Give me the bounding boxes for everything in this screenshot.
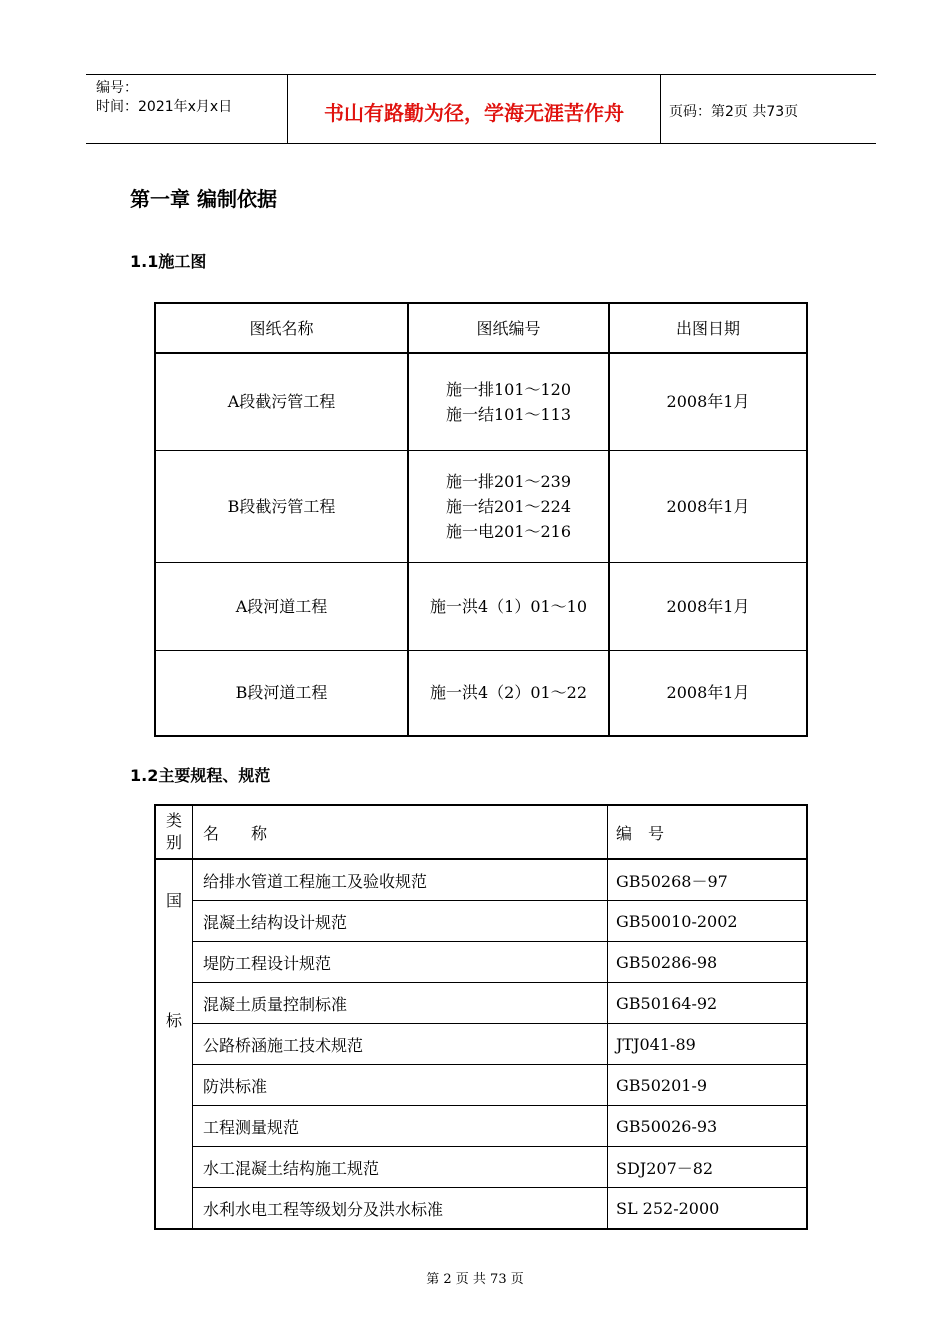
standard-name: 防洪标准 bbox=[193, 1065, 608, 1106]
drawing-code: 施一排201～239 bbox=[445, 471, 572, 491]
standard-code: SDJ207－82 bbox=[608, 1147, 808, 1188]
drawing-code: 施一结101～113 bbox=[445, 404, 572, 424]
table-row bbox=[155, 353, 807, 450]
standard-name: 堤防工程设计规范 bbox=[193, 942, 608, 983]
drawing-code: 施一洪4（2）01～22 bbox=[429, 683, 588, 703]
standard-code: GB50286-98 bbox=[608, 942, 808, 983]
header-cell-code: 编 号 bbox=[608, 805, 808, 859]
category-cell bbox=[155, 859, 193, 1229]
header-page-info: 页码：第2页 共73页 bbox=[669, 104, 799, 120]
table-row bbox=[155, 901, 807, 942]
header-cell-category bbox=[155, 805, 193, 859]
standards-table bbox=[154, 804, 808, 1230]
standard-name: 水工混凝土结构施工规范 bbox=[193, 1147, 608, 1188]
table-row bbox=[155, 1106, 807, 1147]
chapter-title: 第一章 编制依据 bbox=[130, 187, 277, 211]
header-category-char: 类 bbox=[165, 811, 182, 830]
table-row bbox=[155, 562, 807, 650]
drawing-code: 施一电201～216 bbox=[445, 521, 572, 541]
drawing-date: 2008年1月 bbox=[609, 450, 807, 562]
drawing-codes bbox=[408, 650, 609, 736]
header-divider bbox=[660, 75, 661, 143]
section-1-title: 1.1施工图 bbox=[130, 252, 207, 271]
header-cell-drawing-name: 图纸名称 bbox=[155, 303, 408, 353]
drawing-code: 施一结201～224 bbox=[445, 496, 572, 516]
table-row bbox=[155, 983, 807, 1024]
header-meta bbox=[96, 79, 232, 117]
drawing-code: 施一洪4（1）01～10 bbox=[429, 596, 588, 616]
category-label: 国 bbox=[165, 891, 182, 910]
page-header bbox=[86, 74, 876, 144]
standard-name: 混凝土结构设计规范 bbox=[193, 901, 608, 942]
table-header-row bbox=[155, 303, 807, 353]
standard-name: 给排水管道工程施工及验收规范 bbox=[193, 859, 608, 901]
standard-code: JTJ041-89 bbox=[608, 1024, 808, 1065]
table-row bbox=[155, 1065, 807, 1106]
standard-name: 混凝土质量控制标准 bbox=[193, 983, 608, 1024]
standard-code: GB50201-9 bbox=[608, 1065, 808, 1106]
standard-name: 公路桥涵施工技术规范 bbox=[193, 1024, 608, 1065]
standard-code: GB50010-2002 bbox=[608, 901, 808, 942]
header-time-label: 时间：2021年x月x日 bbox=[96, 99, 233, 115]
drawing-name: A段截污管工程 bbox=[155, 353, 408, 450]
table-row bbox=[155, 1188, 807, 1230]
table-row bbox=[155, 1147, 807, 1188]
drawing-codes bbox=[408, 353, 609, 450]
standard-code: GB50268－97 bbox=[608, 859, 808, 901]
table-row bbox=[155, 859, 807, 901]
table-row bbox=[155, 942, 807, 983]
header-cell-drawing-code: 图纸编号 bbox=[408, 303, 609, 353]
standard-code: GB50026-93 bbox=[608, 1106, 808, 1147]
header-motto: 书山有路勤为径，学海无涯苦作舟 bbox=[324, 101, 624, 125]
section-2-title: 1.2主要规程、规范 bbox=[130, 766, 271, 785]
header-cell-name: 名 称 bbox=[193, 805, 608, 859]
standard-code: SL 252-2000 bbox=[608, 1188, 808, 1230]
drawing-date: 2008年1月 bbox=[609, 353, 807, 450]
drawing-code: 施一排101～120 bbox=[445, 379, 572, 399]
table-row bbox=[155, 450, 807, 562]
table-row bbox=[155, 650, 807, 736]
drawing-date: 2008年1月 bbox=[609, 562, 807, 650]
standard-code: GB50164-92 bbox=[608, 983, 808, 1024]
page-footer: 第 2 页 共 73 页 bbox=[426, 1272, 524, 1287]
drawing-name: B段河道工程 bbox=[155, 650, 408, 736]
header-number-label: 编号： bbox=[96, 80, 138, 96]
drawing-name: B段截污管工程 bbox=[155, 450, 408, 562]
category-label: 标 bbox=[165, 1011, 182, 1030]
drawing-name: A段河道工程 bbox=[155, 562, 408, 650]
standard-name: 水利水电工程等级划分及洪水标准 bbox=[193, 1188, 608, 1230]
drawing-codes bbox=[408, 562, 609, 650]
header-cell-issue-date: 出图日期 bbox=[609, 303, 807, 353]
table-header-row bbox=[155, 805, 807, 859]
standard-name: 工程测量规范 bbox=[193, 1106, 608, 1147]
table-row bbox=[155, 1024, 807, 1065]
drawing-codes bbox=[408, 450, 609, 562]
drawings-table bbox=[154, 302, 808, 737]
drawing-date: 2008年1月 bbox=[609, 650, 807, 736]
header-category-char: 别 bbox=[165, 833, 182, 852]
